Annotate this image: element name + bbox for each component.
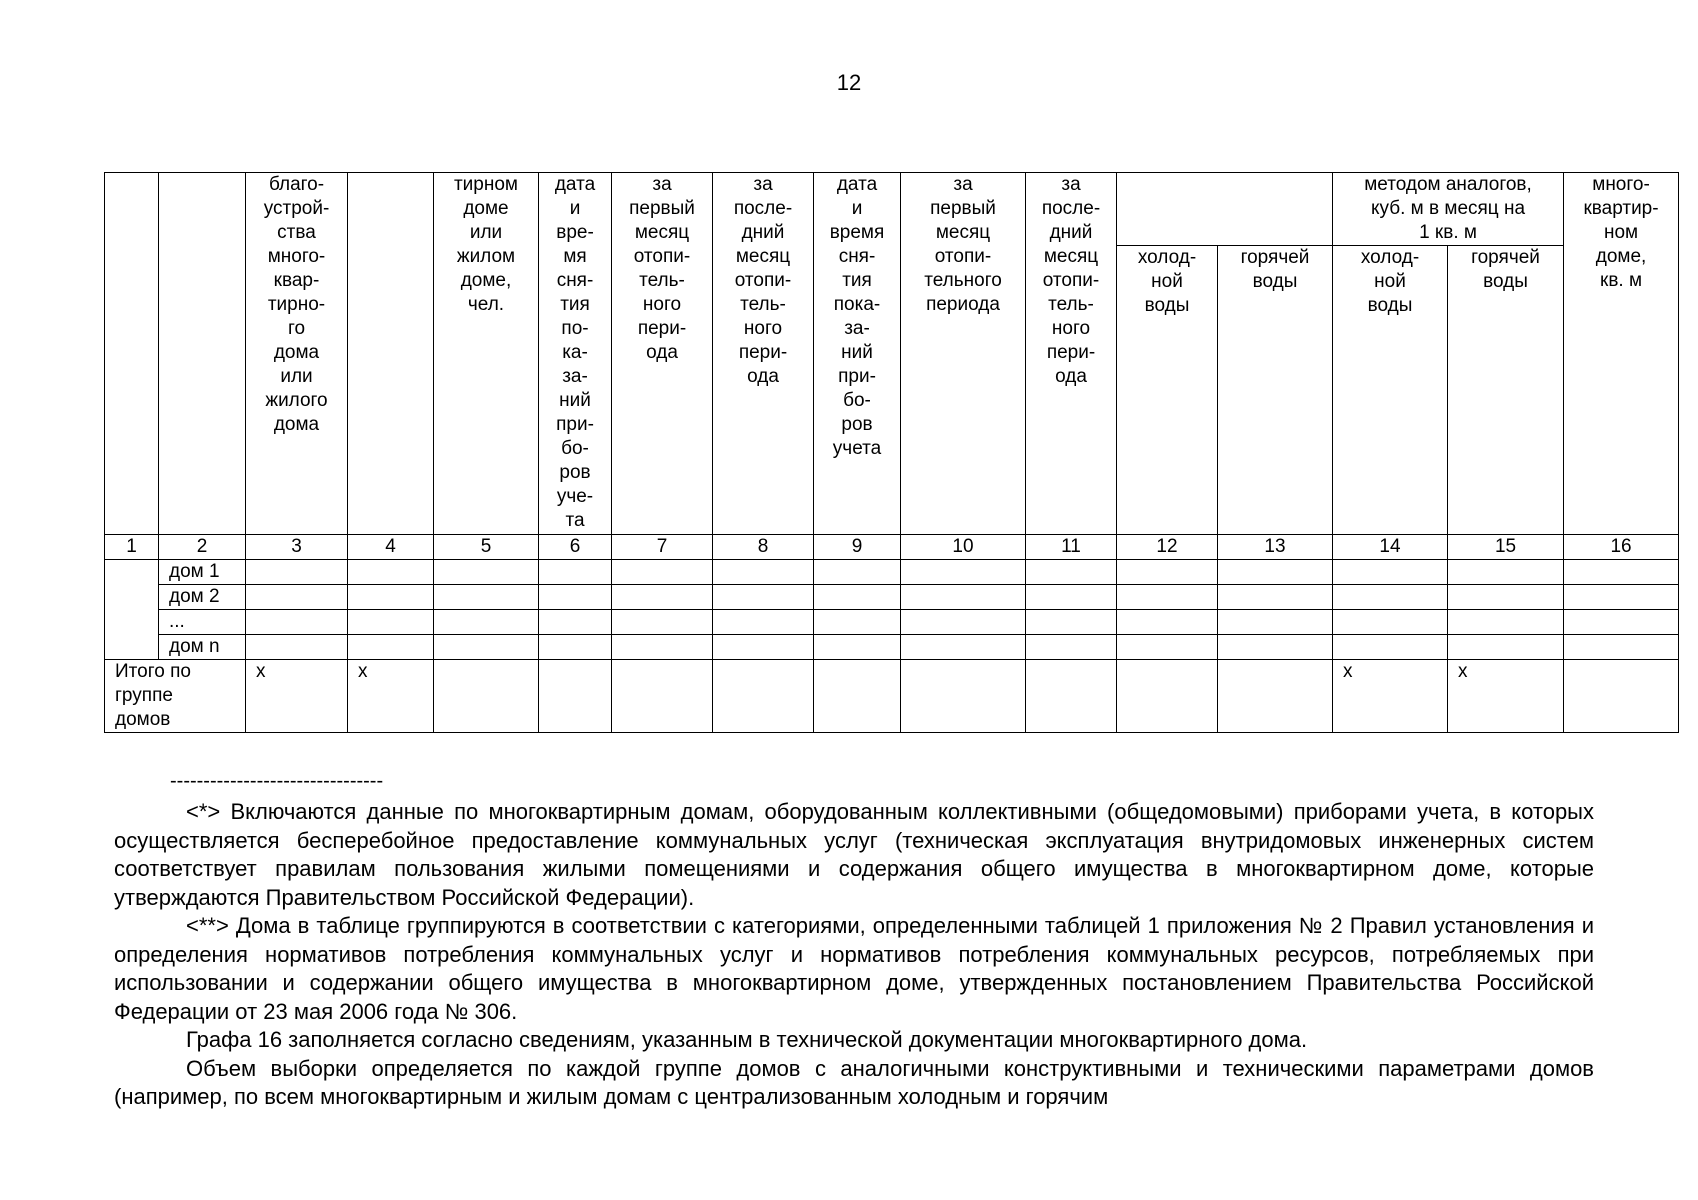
header-text-col12: холод- ной воды [1137, 247, 1197, 316]
header-cell-col13 [1218, 246, 1333, 535]
note-column-16: Графа 16 заполняется согласно сведениям, указанным в технической документации многоквартирного дома. [186, 1027, 1308, 1052]
column-number: 9 [814, 535, 901, 560]
footnote-1: <*> Включаются данные по многоквартирным домам, оборудованным коллективными (общедомовыми) приборами учета, в которых осуществляется бесперебойное предоставление коммунальных услуг (техническая эксплуатация внутридомовых инженерных систем соответствует правилам пользования жилыми помещениями и содержания общего имущества в многоквартирном доме, которые утверждаются Правительством Российской Федерации). [114, 799, 1594, 910]
page-number: 12 [836, 70, 862, 95]
header-cell-col5 [434, 173, 539, 535]
notes-section [114, 798, 1594, 1112]
total-col14: x [1333, 660, 1448, 733]
header-cell-col4 [348, 173, 434, 535]
column-number: 12 [1117, 535, 1218, 560]
header-cell-group-12-13 [1117, 173, 1333, 246]
header-text-col8: за после- дний месяц отопи- тель- ного пери- ода [733, 174, 793, 387]
table-row [105, 635, 1679, 660]
column-number: 15 [1448, 535, 1564, 560]
column-number: 2 [159, 535, 246, 560]
header-text-col3: благо- устрой- ства много- квар- тирно- го дома или жилого дома [263, 174, 330, 435]
column-number: 3 [246, 535, 348, 560]
header-text-col5: тирном доме или жилом доме, чел. [453, 174, 518, 315]
column-number: 4 [348, 535, 434, 560]
header-text-col11: за после- дний месяц отопи- тель- ного пери- ода [1041, 174, 1101, 387]
total-col4: x [348, 660, 434, 733]
header-cell-group-14-15 [1333, 173, 1564, 246]
table-row [105, 610, 1679, 635]
header-text-col10: за первый месяц отопи- тельного периода [924, 174, 1002, 315]
header-cell-col3 [246, 173, 348, 535]
column-number: 11 [1026, 535, 1117, 560]
header-text-col7: за первый месяц отопи- тель- ного пери- ода [629, 174, 695, 363]
column-number: 13 [1218, 535, 1333, 560]
header-cell-col6 [539, 173, 612, 535]
header-cell-col2 [159, 173, 246, 535]
header-cell-col12 [1117, 246, 1218, 535]
column-number: 6 [539, 535, 612, 560]
header-text-col9: дата и время сня- тия пока- за- ний при- бо- ров учета [829, 174, 885, 459]
house-name: ... [159, 610, 246, 635]
footnote-2: <**> Дома в таблице группируются в соответствии с категориями, определенными таблицей 1 приложения № 2 Правил установления и определения нормативов потребления коммунальных услуг и нормативов потребления коммунальных ресурсов, потребляемых при использовании и содержании общего имущества в многоквартирном доме, утвержденных постановлением Правительства Российской Федерации от 23 мая 2006 года № 306. [114, 913, 1594, 1024]
header-cell-col7 [612, 173, 713, 535]
group-cell [105, 560, 159, 660]
house-name: дом 1 [159, 560, 246, 585]
house-name: дом n [159, 635, 246, 660]
note-sample-size: Объем выборки определяется по каждой группе домов с аналогичными конструктивными и техническими параметрами домов (например, по всем многоквартирным и жилым домам с централизованным холодным и горячим [114, 1055, 1594, 1109]
header-cell-col15 [1448, 246, 1564, 535]
column-number: 8 [713, 535, 814, 560]
column-number: 1 [105, 535, 159, 560]
column-number-row [105, 535, 1679, 560]
footnote-separator: -------------------------------- [170, 770, 384, 792]
column-number: 5 [434, 535, 539, 560]
total-label-cell [105, 660, 246, 733]
header-text-col16: много- квартир- ном доме, кв. м [1583, 174, 1659, 291]
header-text-col13: горячей воды [1240, 247, 1310, 292]
header-cell-col10 [901, 173, 1026, 535]
column-number: 10 [901, 535, 1026, 560]
column-number: 14 [1333, 535, 1448, 560]
column-number: 7 [612, 535, 713, 560]
header-cell-col8 [713, 173, 814, 535]
header-cell-col11 [1026, 173, 1117, 535]
data-table [104, 172, 1679, 733]
table-row [105, 560, 1679, 585]
house-name: дом 2 [159, 585, 246, 610]
header-cell-col14 [1333, 246, 1448, 535]
header-cell-col1 [105, 173, 159, 535]
header-text-col15: горячей воды [1471, 247, 1540, 292]
column-number: 16 [1564, 535, 1679, 560]
total-label: Итого по группе домов [115, 661, 191, 730]
total-row [105, 660, 1679, 733]
total-col3: x [246, 660, 348, 733]
header-cell-col9 [814, 173, 901, 535]
header-row-top [105, 173, 1679, 246]
total-col15: x [1448, 660, 1564, 733]
header-text-col6: дата и вре- мя сня- тия по- ка- за- ний при- бо- ров уче- та [554, 174, 596, 531]
header-text-group-14-15: методом аналогов, куб. м в месяц на 1 кв. м [1364, 174, 1532, 243]
table-row [105, 585, 1679, 610]
header-text-col14: холод- ной воды [1360, 247, 1420, 316]
header-cell-col16 [1564, 173, 1679, 535]
